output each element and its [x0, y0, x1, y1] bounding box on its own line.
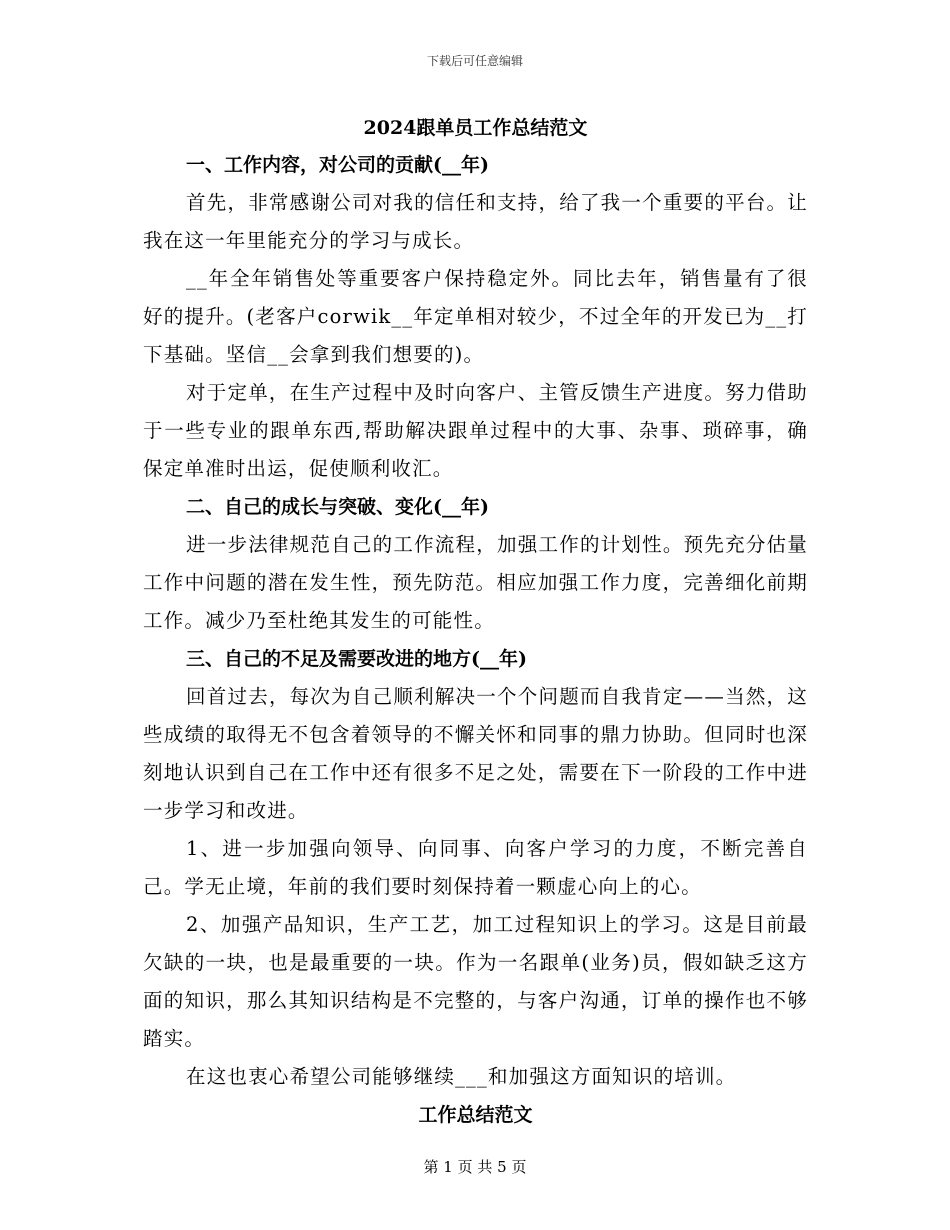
- next-document-title: 工作总结范文: [418, 1104, 533, 1126]
- paragraph: __年全年销售处等重要客户保持稳定外。同比去年，销售量有了很好的提升。(老客户corwik__年定单相对较少，不过全年的开发已为__打下基础。坚信__会拿到我们想要的)。: [143, 267, 808, 366]
- paragraph: 首先，非常感谢公司对我的信任和支持，给了我一个重要的平台。让我在这一年里能充分的学习与成长。: [143, 191, 808, 252]
- paragraph: 在这也衷心希望公司能够继续___和加强这方面知识的培训。: [186, 1065, 737, 1088]
- page-number-footer: 第 1 页 共 5 页: [423, 1158, 527, 1176]
- document-title: 2024跟单员工作总结范文: [363, 117, 588, 139]
- section-heading-2: 二、自己的成长与突破、变化(__年): [186, 496, 489, 518]
- document-body: [143, 110, 808, 1134]
- paragraph: 2、加强产品知识，生产工艺，加工过程知识上的学习。这是目前最欠缺的一块，也是最重要的一块。作为一名跟单(业务)员，假如缺乏这方面的知识，那么其知识结构是不完整的，与客户沟通，订单的操作也不够踏实。: [143, 913, 808, 1050]
- page-header: 下载后可任意编辑: [426, 54, 523, 68]
- paragraph: 1、进一步加强向领导、向同事、向客户学习的力度，不断完善自己。学无止境，年前的我们要时刻保持着一颗虚心向上的心。: [143, 837, 808, 898]
- section-heading-3: 三、自己的不足及需要改进的地方(__年): [186, 648, 527, 670]
- paragraph: 进一步法律规范自己的工作流程，加强工作的计划性。预先充分估量工作中问题的潜在发生性，预先防范。相应加强工作力度，完善细化前期工作。减少乃至杜绝其发生的可能性。: [143, 533, 808, 632]
- paragraph: 回首过去，每次为自己顺利解决一个个问题而自我肯定——当然，这些成绩的取得无不包含着领导的不懈关怀和同事的鼎力协助。但同时也深刻地认识到自己在工作中还有很多不足之处，需要在下一阶段的工作中进一步学习和改进。: [143, 685, 808, 822]
- section-heading-1: 一、工作内容，对公司的贡献(__年): [186, 154, 489, 176]
- paragraph: 对于定单，在生产过程中及时向客户、主管反馈生产进度。努力借助于一些专业的跟单东西,帮助解决跟单过程中的大事、杂事、琐碎事，确保定单准时出运，促使顺利收汇。: [143, 381, 808, 480]
